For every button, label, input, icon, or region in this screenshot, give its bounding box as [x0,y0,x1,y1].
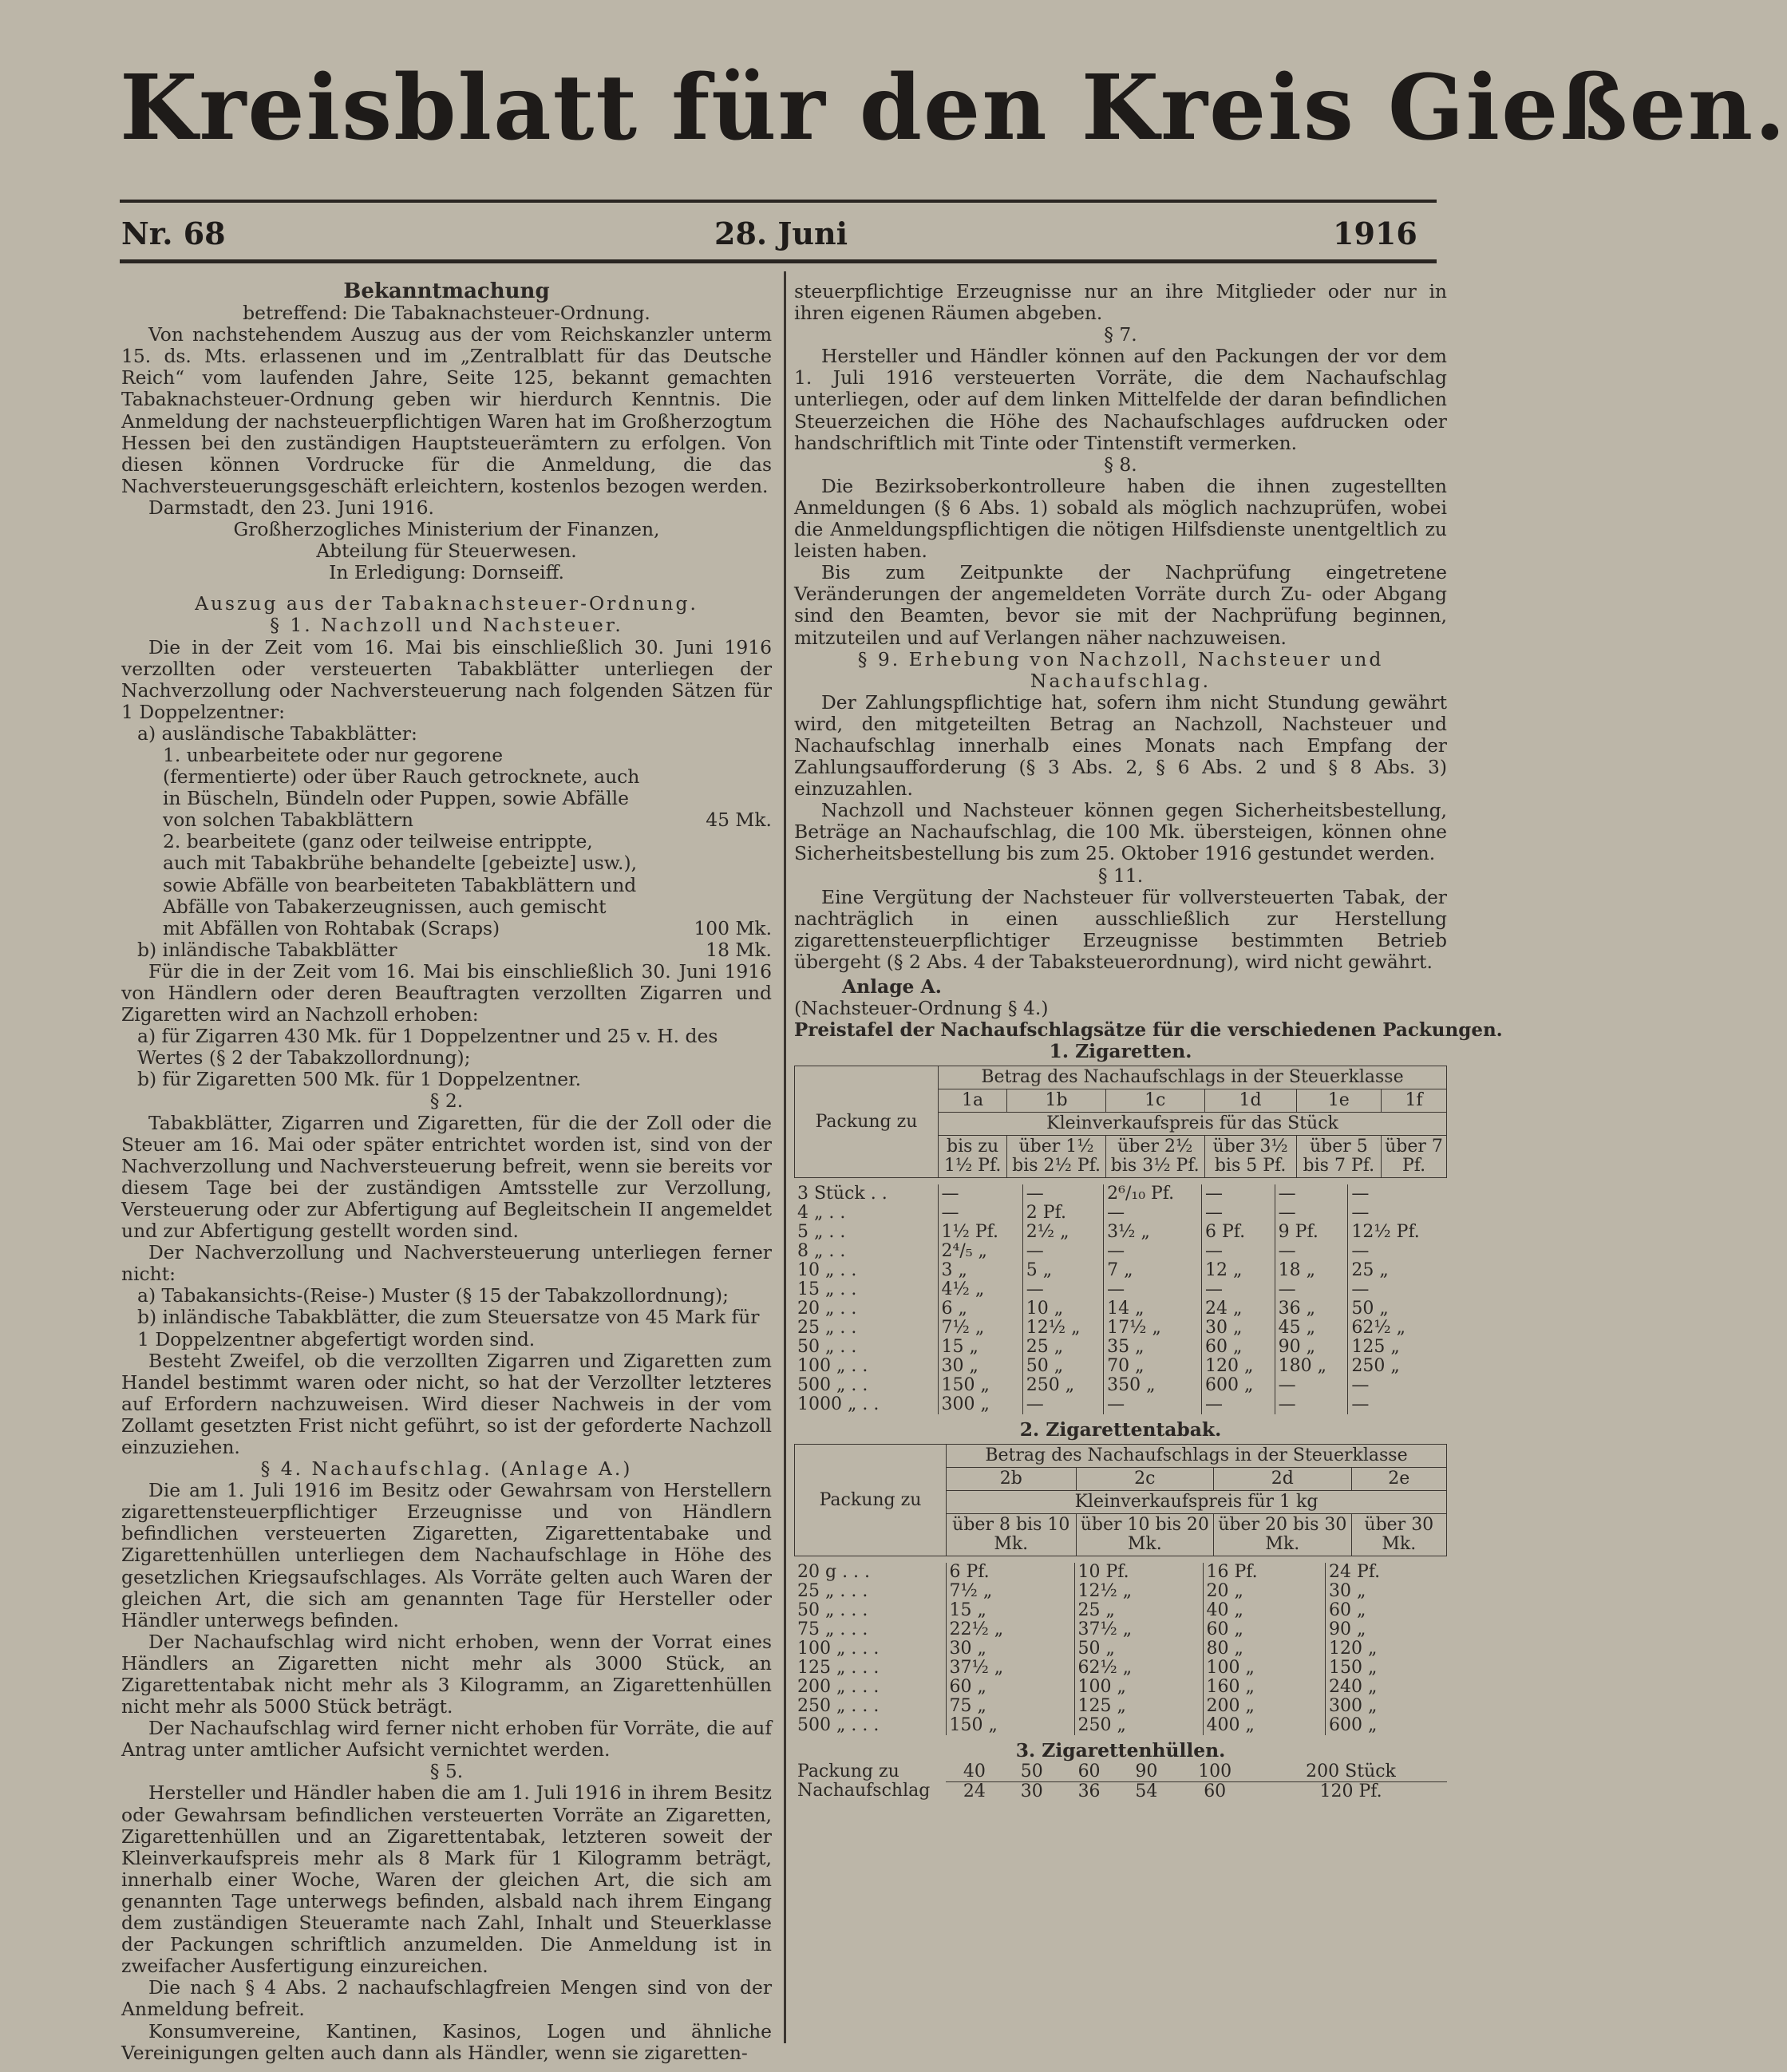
t1-price-range: über 5 bis 7 Pf. [1296,1136,1381,1178]
anlage-label: Anlage A. [842,975,942,998]
t3-row-label: Packung zu [797,1761,899,1781]
t2-packung-cell: 200 „ . . . [797,1677,880,1698]
item-a2-text: 2. bearbeitete (ganz oder teilweise entrippte, auch mit Tabakbrühe behandelte [gebeizte] usw.), sowie Abfälle von bearbeiteten Tabakblättern und Abfälle von Tabakerzeugnissen, auch gemischt mit Abfällen von Rohtabak (Scraps) [163,830,638,939]
t2-row [794,1620,1447,1639]
t3-cell: 24 [946,1781,1003,1801]
t1-value-cell: 120 „ [1202,1357,1275,1376]
t2-title: 2. Zigarettentabak. [1019,1418,1222,1441]
item-a2 [121,831,772,939]
intro-paragraph: Von nachstehendem Auszug aus der vom Reichskanzler unterm 15. ds. Mts. erlassenen und im „Zentralblatt für das Deutsche Reich“ vom laufenden Jahre, Seite 125, bekannt gemachten Tabaknachsteuer-Ordnung geben wir hierdurch Kenntnis. Die Anmeldung der nachsteuerpflichtigen Waren hat im Großherzogtum Hessen bei den zuständigen Hauptsteuerämtern zu erfolgen. Von diesen können Vordrucke für die Anmeldung, die das Nachversteuerungsgeschäft erleichtern, kostenlos bezogen werden. [121,323,772,497]
t1-value-cell: 60 „ [1202,1338,1275,1357]
t1-value-cell: — [1104,1204,1202,1223]
section-1-title: § 1. Nachzoll und Nachsteuer. [270,614,623,637]
t2-value-cell: 90 „ [1326,1620,1447,1639]
section-8-text: Die Bezirksoberkontrolleure haben die ihnen zugestellten Anmeldungen (§ 6 Abs. 1) sobald als möglich nachzuprüfen, wobei die Anmeldungspflichtigen die nötigen Hilfsdienste unentgeltlich zu leisten haben. [794,474,1447,563]
section-2-text2: Der Nachverzollung und Nachversteuerung unterliegen ferner nicht: [121,1241,772,1286]
t1-title: 1. Zigaretten. [1049,1040,1192,1063]
item-a-label: a) ausländische Tabakblätter: [137,722,417,745]
section-2-text: Tabakblätter, Zigarren und Zigaretten, für die der Zoll oder die Steuer am 16. Mai oder später entrichtet worden ist, sind von der Nachverzollung und Nachversteuerung befreit, wenn sie bereits vor diesem Tage bei der zuständigen Amtsstelle zur Verzollung, Versteuerung oder zur Abfertigung auf Begleitschein II angemeldet und zur Abfertigung gestellt worden sind. [121,1111,772,1243]
t3-cell: 90 [1135,1761,1158,1781]
t1-value-cell: 17½ „ [1104,1319,1202,1338]
t1-value-cell: 3½ „ [1104,1223,1202,1242]
t2-row [794,1716,1447,1735]
section-9-title: § 9. Erhebung von Nachzoll, Nachsteuer und Nachaufschlag. [857,647,1384,692]
t1-row [794,1184,1447,1204]
section-11-text: Eine Vergütung der Nachsteuer für vollversteuerten Tabak, der nachträglich in einen ausschließlich zur Herstellung zigarettensteuerpflichtiger Erzeugnisse bestimmten Betrieb übergeht (§ 2 Abs. 4 der Tabaksteuerordnung), wird nicht gewährt. [794,885,1447,973]
t1-value-cell: 30 „ [1202,1319,1275,1338]
t2-value-cell: 120 „ [1326,1639,1447,1659]
t2-packung-cell: 25 „ . . . [797,1581,868,1602]
t2-packung-cell: 500 „ . . . [797,1715,880,1736]
t1-value-cell: — [1348,1242,1447,1261]
t2-value-cell: 15 „ [946,1601,1074,1620]
t2-row [794,1563,1447,1582]
t1-packung-cell: 5 „ . . [797,1222,846,1243]
t2-packung-header: Packung zu [795,1445,947,1556]
t1-value-cell: — [1348,1204,1447,1223]
t2-value-cell: 37½ „ [946,1659,1074,1678]
t2-value-cell: 40 „ [1203,1601,1326,1620]
t1-value-cell: — [1348,1280,1447,1299]
t1-packung-cell: 50 „ . . [797,1337,857,1358]
t1-value-cell: — [1022,1280,1103,1299]
t2-value-cell: 50 „ [1074,1639,1203,1659]
masthead-rule-top [120,200,1437,203]
t2-kleinverkauf-header: Kleinverkaufspreis für 1 kg [947,1491,1447,1514]
t1-value-cell: — [1202,1280,1275,1299]
section-1-text: Die in der Zeit vom 16. Mai bis einschließlich 30. Juni 1916 verzollten oder versteuerten Tabakblätter unterliegen der Nachverzollung oder Nachversteuerung nach folgenden Sätzen für 1 Doppelzentner: [121,635,772,723]
t1-value-cell: — [1104,1395,1202,1414]
t1-price-range: über 3½ bis 5 Pf. [1204,1136,1296,1178]
item-a1 [121,745,772,831]
t1-class: 1a [939,1089,1007,1113]
t1-value-cell: 3 „ [938,1261,1022,1280]
left-column [121,281,772,2064]
t2-value-cell: 240 „ [1326,1678,1447,1697]
section-4-title: § 4. Nachaufschlag. (Anlage A.) [260,1457,633,1481]
t1-packung-cell: 10 „ . . [797,1260,857,1281]
t2-value-cell: 250 „ [1074,1716,1203,1735]
t1-value-cell: 2⁶/₁₀ Pf. [1104,1184,1202,1204]
t1-value-cell: — [938,1204,1022,1223]
t3-cell: 50 [1020,1761,1043,1781]
t2-value-cell: 30 „ [946,1639,1074,1659]
t1-packung-cell: 8 „ . . [797,1241,846,1262]
section-4-text3: Der Nachaufschlag wird ferner nicht erhoben für Vorräte, die auf Antrag unter amtlicher Aufsicht vernichtet werden. [121,1717,772,1762]
t1-value-cell: 14 „ [1104,1299,1202,1319]
t2-packung-cell: 20 g . . . [797,1562,871,1583]
t1-row [794,1261,1447,1280]
t1-value-cell: 250 „ [1348,1357,1447,1376]
item-b-label: b) inländische Tabakblätter [137,938,397,961]
item-a1-text: 1. unbearbeitete oder nur gegorene (fermentierte) oder über Rauch getrocknete, auch in Büscheln, Bündeln oder Puppen, sowie Abfälle von solchen Tabakblättern [163,743,640,832]
t3-packung-row [794,1762,1447,1782]
section-8-title: § 8. [1104,453,1137,476]
t2-row [794,1659,1447,1678]
t2-price-range: über 30 Mk. [1351,1514,1446,1556]
t1-packung-cell: 25 „ . . [797,1318,857,1338]
t2-row [794,1697,1447,1716]
section-11-title: § 11. [1097,864,1144,887]
t1-value-cell: 10 „ [1022,1299,1103,1319]
section-5-text2: Die nach § 4 Abs. 2 nachaufschlagfreien Mengen sind von der Anmeldung befreit. [121,1976,772,2021]
t2-value-cell: 30 „ [1326,1582,1447,1601]
t1-value-cell: — [1348,1376,1447,1395]
t1-row [794,1299,1447,1319]
t1-value-cell: 9 Pf. [1275,1223,1348,1242]
continuation-text: steuerpflichtige Erzeugnisse nur an ihre Mitglieder oder nur in ihren eigenen Räumen abgeben. [794,280,1447,325]
t1-value-cell: 2 Pf. [1022,1204,1103,1223]
issue-date: 28. Juni [714,216,848,251]
right-column [794,280,1503,1801]
t2-packung-cell: 75 „ . . . [797,1619,868,1640]
cigar-item-a: a) für Zigarren 430 Mk. für 1 Doppelzentner und 25 v. H. des Wertes (§ 2 der Tabakzollordnung); [137,1025,718,1070]
t2-packung-cell: 250 „ . . . [797,1696,880,1717]
t1-price-range: über 2½ bis 3½ Pf. [1105,1136,1204,1178]
ministry-line: Großherzogliches Ministerium der Finanzen, [233,518,660,541]
t2-value-cell: 100 „ [1203,1659,1326,1678]
t2-value-cell: 22½ „ [946,1620,1074,1639]
t1-value-cell: 600 „ [1202,1376,1275,1395]
t1-packung-cell: 15 „ . . [797,1279,857,1300]
masthead-rule-bottom [120,259,1437,263]
t2-class: 2d [1214,1468,1352,1491]
place-date: Darmstadt, den 23. Juni 1916. [148,496,434,519]
t1-value-cell: 5 „ [1022,1261,1103,1280]
t3-cell: 200 Stück [1306,1761,1396,1781]
section-8-text2: Bis zum Zeitpunkte der Nachprüfung eingetretene Veränderungen der angemeldeten Vorräte durch Zu- oder Abgang sind den Beamten, bevor sie mit der Nachprüfung beginnen, mitzuteilen und auf Verlangen näher nachzuweisen. [794,561,1447,649]
t3-title: 3. Zigarettenhüllen. [1015,1739,1226,1762]
t1-value-cell: — [1202,1204,1275,1223]
t1-value-cell: 150 „ [938,1376,1022,1395]
section-2-text3: Besteht Zweifel, ob die verzollten Zigarren und Zigaretten zum Handel bestimmt waren oder nicht, so hat der Verzollter letzteres auf Erfordern nachzuweisen. Wird dieser Nachweis in der vom Zollamt gesetzten Frist nicht geführt, so ist der geforderte Nachzoll einzuziehen. [121,1349,772,1458]
t1-row [794,1204,1447,1223]
t3-cell: 30 [1003,1781,1061,1801]
t3-cell: 40 [963,1761,986,1781]
t1-value-cell: 125 „ [1348,1338,1447,1357]
t1-value-cell: 35 „ [1104,1338,1202,1357]
t2-value-cell: 12½ „ [1074,1582,1203,1601]
t1-row [794,1319,1447,1338]
t1-value-cell: — [1275,1376,1348,1395]
t1-value-cell: 2⁴/₅ „ [938,1242,1022,1261]
t1-row [794,1280,1447,1299]
section-5-text3: Konsumvereine, Kantinen, Kasinos, Logen und ähnliche Vereinigungen gelten auch dann als Händler, wenn sie zigaretten- [121,2019,772,2064]
t3-cell: 60 [1077,1761,1101,1781]
t1-value-cell: — [1275,1395,1348,1414]
price-table-title: Preistafel der Nachaufschlagsätze für die verschiedenen Packungen. [794,1019,1503,1042]
department-line: Abteilung für Steuerwesen. [316,540,577,563]
t1-row [794,1357,1447,1376]
anlage-reference: (Nachsteuer-Ordnung § 4.) [794,997,1049,1020]
t1-value-cell: 12½ „ [1022,1319,1103,1338]
t2-packung-cell: 100 „ . . . [797,1639,880,1659]
t1-value-cell: — [938,1184,1022,1204]
t1-row [794,1338,1447,1357]
t2-row [794,1601,1447,1620]
t1-packung-header: Packung zu [795,1066,939,1178]
t1-row [794,1395,1447,1414]
t1-value-cell: — [1104,1280,1202,1299]
t1-value-cell: 1½ Pf. [938,1223,1022,1242]
item-b [121,939,772,961]
t2-value-cell: 37½ „ [1074,1620,1203,1639]
t2-value-cell: 200 „ [1203,1697,1326,1716]
t1-kleinverkauf-header: Kleinverkaufspreis für das Stück [939,1113,1447,1136]
t1-packung-cell: 1000 „ . . [797,1394,880,1415]
t1-value-cell: — [1104,1242,1202,1261]
t2-value-cell: 60 „ [1203,1620,1326,1639]
t2-price-range: über 8 bis 10 Mk. [947,1514,1077,1556]
t1-value-cell: 62½ „ [1348,1319,1447,1338]
section-2-item-a: a) Tabakansichts-(Reise-) Muster (§ 15 der Tabakzollordnung); [137,1284,729,1307]
t2-value-cell: 150 „ [946,1716,1074,1735]
t2-price-range: über 10 bis 20 Mk. [1076,1514,1214,1556]
t1-value-cell: 250 „ [1022,1376,1103,1395]
t2-body [794,1563,1447,1735]
t2-packung-cell: 125 „ . . . [797,1658,880,1679]
t1-value-cell: 12½ Pf. [1348,1223,1447,1242]
t2-value-cell: 100 „ [1074,1678,1203,1697]
t2-value-cell: 160 „ [1203,1678,1326,1697]
t1-value-cell: 180 „ [1275,1357,1348,1376]
t2-value-cell: 16 Pf. [1203,1563,1326,1582]
t2-value-cell: 150 „ [1326,1659,1447,1678]
t2-row [794,1678,1447,1697]
t2-value-cell: 60 „ [1326,1601,1447,1620]
t2-value-cell: 60 „ [946,1678,1074,1697]
t1-value-cell: 4½ „ [938,1280,1022,1299]
t3-cell: 120 Pf. [1255,1781,1447,1801]
t2-value-cell: 600 „ [1326,1716,1447,1735]
section-7-text: Hersteller und Händler können auf den Packungen der vor dem 1. Juli 1916 versteuerten Vorräte, die dem Nachaufschlag unterliegen, oder auf dem linken Mittelfelde der daran befindlichen Steuerzeichen die Höhe des Nachaufschlages aufdrucken oder handschriftlich mit Tinte oder Tintenstift vermerken. [794,345,1447,454]
t1-value-cell: 300 „ [938,1395,1022,1414]
t1-value-cell: 7½ „ [938,1319,1022,1338]
section-7-title: § 7. [1104,323,1137,346]
t1-header-table [794,1066,1447,1178]
t1-value-cell: — [1348,1395,1447,1414]
t1-value-cell: 24 „ [1202,1299,1275,1319]
t1-class: 1f [1382,1089,1447,1113]
section-4-text2: Der Nachaufschlag wird nicht erhoben, wenn der Vorrat eines Händlers an Zigaretten nicht mehr als 3000 Stück, an Zigarettentabak nicht mehr als 3 Kilogramm, an Zigarettenhüllen nicht mehr als 5000 Stück beträgt. [121,1630,772,1718]
t2-class: 2e [1351,1468,1446,1491]
t2-row [794,1582,1447,1601]
t2-value-cell: 6 Pf. [946,1563,1074,1582]
t2-value-cell: 20 „ [1203,1582,1326,1601]
section-5-title: § 5. [429,1760,464,1783]
t1-packung-cell: 500 „ . . [797,1375,868,1396]
t2-value-cell: 10 Pf. [1074,1563,1203,1582]
t2-row [794,1639,1447,1659]
t1-value-cell: — [1275,1204,1348,1223]
t1-value-cell: — [1202,1395,1275,1414]
t2-value-cell: 24 Pf. [1326,1563,1447,1582]
t1-value-cell: — [1022,1242,1103,1261]
section-2-title: § 2. [429,1089,464,1113]
t1-value-cell: 45 „ [1275,1319,1348,1338]
t1-value-cell: — [1275,1280,1348,1299]
t1-value-cell: 7 „ [1104,1261,1202,1280]
t1-value-cell: 36 „ [1275,1299,1348,1319]
t1-class: 1c [1105,1089,1204,1113]
t2-value-cell: 7½ „ [946,1582,1074,1601]
t3-cell: 54 [1117,1781,1175,1801]
issue-number: Nr. 68 [121,216,226,251]
section-2-item-b: b) inländische Tabakblätter, die zum Steuersatze von 45 Mark für 1 Doppelzentner abgefertigt worden sind. [137,1306,760,1350]
section-5-text: Hersteller und Händler haben die am 1. Juli 1916 in ihrem Besitz oder Gewahrsam befindlichen versteuerten Vorräte an Zigaretten, Zigarettenhüllen und an Zigarettentabak, letzteren soweit der Kleinverkaufspreis mehr als 8 Mark für 1 Kilogramm beträgt, innerhalb einer Woche, Waren der gleichen Art, die sich am genannten Tage unterwegs befinden, alsbald nach ihrem Eingang dem zuständigen Steueramte nach Zahl, Inhalt und Steuerklasse der Packungen schriftlich anzumelden. Die Anmeldung ist in zweifacher Ausfertigung einzureichen. [121,1781,772,1978]
t3-cell: 60 [1175,1781,1255,1801]
t2-value-cell: 75 „ [946,1697,1074,1716]
t2-packung-cell: 50 „ . . . [797,1600,868,1621]
item-a2-value: 100 Mk. [694,916,772,939]
item-b-value: 18 Mk. [706,938,772,961]
t3-row-label: Nachaufschlag [797,1781,931,1801]
masthead-title: Kreisblatt für den Kreis Gießen. [120,56,1787,160]
t2-value-cell: 25 „ [1074,1601,1203,1620]
t1-price-range: über 1½ bis 2½ Pf. [1007,1136,1106,1178]
t1-value-cell: 25 „ [1022,1338,1103,1357]
t1-value-cell: 15 „ [938,1338,1022,1357]
t3-nachaufschlag-row [794,1781,1447,1801]
t2-value-cell: 125 „ [1074,1697,1203,1716]
item-a1-value: 45 Mk. [706,809,772,832]
t1-price-range: über 7 Pf. [1382,1136,1447,1178]
t1-value-cell: — [1202,1242,1275,1261]
t1-row [794,1223,1447,1242]
t1-class: 1e [1296,1089,1381,1113]
t1-packung-cell: 3 Stück . . [797,1184,888,1204]
t1-value-cell: — [1348,1184,1447,1204]
t1-value-cell: 350 „ [1104,1376,1202,1395]
t1-price-range: bis zu 1½ Pf. [939,1136,1007,1178]
t1-row [794,1376,1447,1395]
t1-body [794,1184,1447,1414]
t1-value-cell: — [1202,1184,1275,1204]
t3-cell: 36 [1061,1781,1118,1801]
t1-value-cell: 30 „ [938,1357,1022,1376]
t1-value-cell: 90 „ [1275,1338,1348,1357]
section-9-text: Der Zahlungspflichtige hat, sofern ihm nicht Stundung gewährt wird, den mitgeteilten Betrag an Nachzoll, Nachsteuer und Nachaufschlag innerhalb eines Monats nach Empfang der Zahlungsaufforderung (§ 3 Abs. 2, § 6 Abs. 2 und § 8 Abs. 3) einzuzahlen. [794,690,1447,801]
t1-value-cell: 6 „ [938,1299,1022,1319]
betreffend-line: betreffend: Die Tabaknachsteuer-Ordnung. [243,302,650,325]
t2-betrag-header: Betrag des Nachaufschlags in der Steuerklasse [947,1445,1447,1468]
auszug-heading: Auszug aus der Tabaknachsteuer-Ordnung. [195,592,698,615]
section-4-text: Die am 1. Juli 1916 im Besitz oder Gewahrsam von Herstellern zigarettensteuerpflichtiger Erzeugnisse und von Händlern befindlichen versteuerten Zigaretten, Zigarettentabake und Zigarettenhüllen unterliegen dem Nachaufschlage in Höhe des gesetzlichen Kriegsaufschlages. Als Vorräte gelten auch Waren der gleichen Art, die sich am genannten Tage für Hersteller oder Händler unterwegs befinden. [121,1479,772,1631]
t1-value-cell: 50 „ [1348,1299,1447,1319]
t2-value-cell: 400 „ [1203,1716,1326,1735]
t1-value-cell: 18 „ [1275,1261,1348,1280]
column-divider [784,271,786,2043]
t1-row [794,1242,1447,1261]
t2-value-cell: 300 „ [1326,1697,1447,1716]
t1-value-cell: 25 „ [1348,1261,1447,1280]
t1-value-cell: 2½ „ [1022,1223,1103,1242]
t1-value-cell: — [1022,1184,1103,1204]
t1-value-cell: — [1275,1242,1348,1261]
t2-price-range: über 20 bis 30 Mk. [1214,1514,1352,1556]
section-9-text2: Nachzoll und Nachsteuer können gegen Sicherheitsbestellung, Beträge an Nachaufschlag, die 100 Mk. übersteigen, können ohne Sicherheitsbestellung bis zum 25. Oktober 1916 gestundet werden. [794,799,1447,865]
t2-value-cell: 80 „ [1203,1639,1326,1659]
t3-table [794,1762,1447,1801]
t1-value-cell: 12 „ [1202,1261,1275,1280]
t2-value-cell: 62½ „ [1074,1659,1203,1678]
t2-class: 2b [947,1468,1077,1491]
cigar-paragraph: Für die in der Zeit vom 16. Mai bis einschließlich 30. Juni 1916 von Händlern oder deren Beauftragten verzollten Zigarren und Zigaretten wird an Nachzoll erhoben: [121,959,772,1026]
t1-packung-cell: 4 „ . . [797,1203,846,1224]
t1-betrag-header: Betrag des Nachaufschlags in der Steuerklasse [939,1066,1447,1089]
cigar-item-b: b) für Zigaretten 500 Mk. für 1 Doppelzentner. [137,1068,582,1091]
t1-value-cell: — [1275,1184,1348,1204]
t2-class: 2c [1076,1468,1214,1491]
t1-value-cell: 6 Pf. [1202,1223,1275,1242]
t1-class: 1b [1007,1089,1106,1113]
t2-header-table [794,1444,1447,1556]
t3-cell: 100 [1198,1761,1232,1781]
t1-value-cell: 70 „ [1104,1357,1202,1376]
t1-value-cell: 50 „ [1022,1357,1103,1376]
t1-packung-cell: 100 „ . . [797,1356,868,1377]
issue-year: 1916 [1333,216,1417,251]
heading-bekanntmachung: Bekanntmachung [343,279,550,303]
t1-value-cell: — [1022,1395,1103,1414]
t1-class: 1d [1204,1089,1296,1113]
t1-packung-cell: 20 „ . . [797,1299,857,1319]
signature-line: In Erledigung: Dornseiff. [329,561,564,584]
